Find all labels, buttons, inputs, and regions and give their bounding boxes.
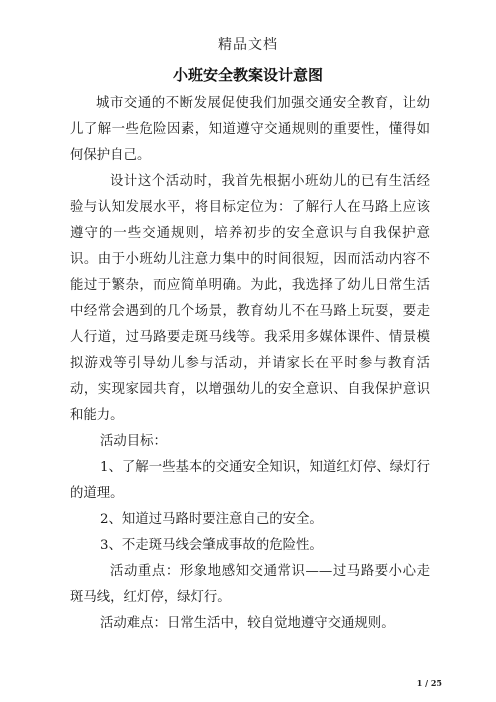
- document-body: [70, 91, 430, 637]
- paragraph-key-point: 活动重点：形象地感知交通常识——过马路要小心走斑马线，红灯停，绿灯行。: [70, 564, 430, 605]
- paragraph-difficulty: 活动难点：日常生活中，较自觉地遵守交通规则。: [100, 616, 395, 631]
- document-title: 小班安全教案设计意图: [172, 66, 323, 84]
- paragraph-goal-1: 1、了解一些基本的交通安全知识，知道红灯停、绿灯行的道理。: [70, 460, 430, 501]
- paragraph-goals-heading: 活动目标：: [100, 434, 167, 449]
- paragraph-design: 设计这个活动时，我首先根据小班幼儿的已有生活经验与认知发展水平，将目标定位为：了解行人在马路上应该遵守的一些交通规则，培养初步的安全意识与自我保护意识。由于小班幼儿注意力集中的时间很短，因而活动内容不能过于繁杂，而应简单明确。为此，我选择了幼儿日常生活中经常会遇到的几个场景，教育幼儿不在马路上玩耍，要走人行道，过马路要走斑马线等。我采用多媒体课件、情景模拟游戏等引导幼儿参与活动，并请家长在平时参与教育活动，实现家园共育，以增强幼儿的安全意识、自我保护意识和能力。: [70, 174, 430, 423]
- page-header: 精品文档: [218, 37, 278, 53]
- paragraph-goal-2: 2、知道过马路时要注意自己的安全。: [100, 512, 323, 527]
- page-number: 1 / 25: [416, 678, 442, 688]
- paragraph-intro: 城市交通的不断发展促使我们加强交通安全教育，让幼儿了解一些危险因素，知道遵守交通规则的重要性，懂得如何保护自己。: [70, 96, 430, 163]
- paragraph-goal-3: 3、不走斑马线会肇成事故的危险性。: [100, 538, 323, 553]
